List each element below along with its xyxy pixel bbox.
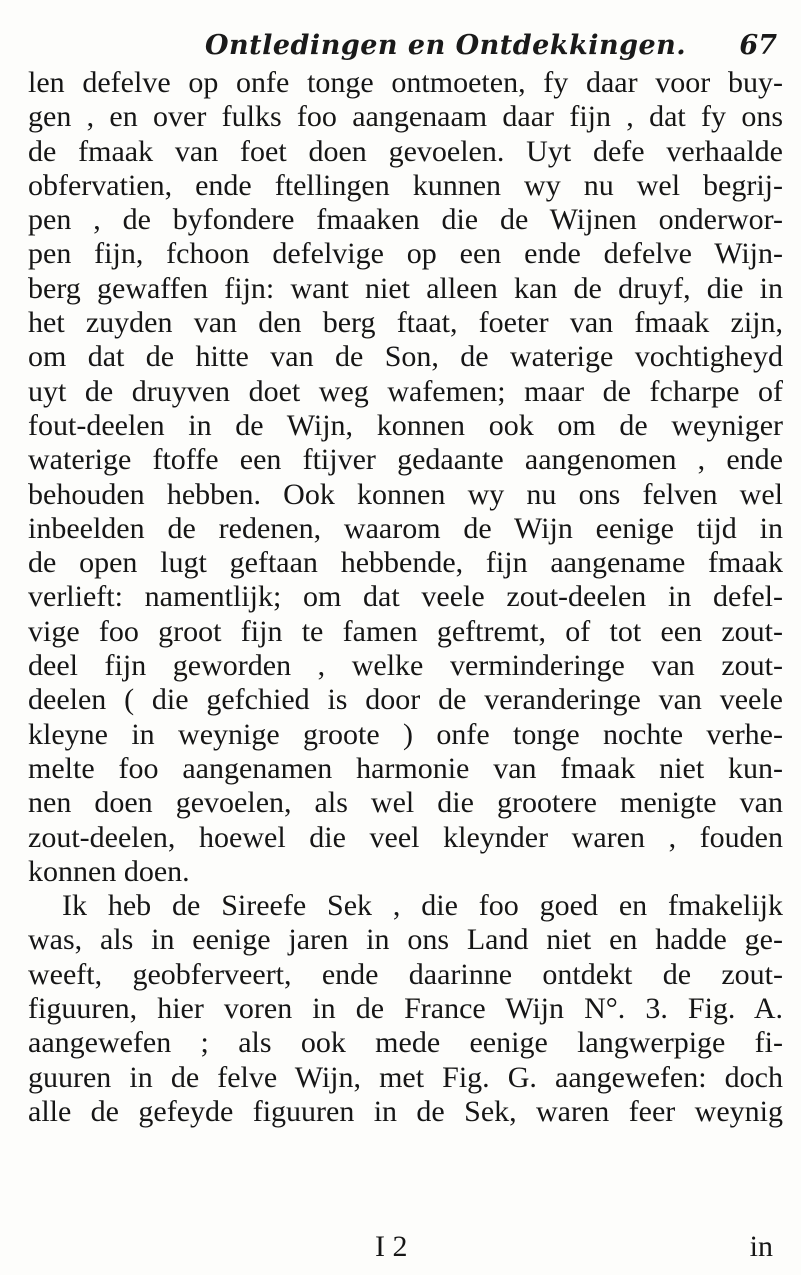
text-line: pen , de byfondere fmaaken die de Wijnen onderwor- [28,203,783,237]
text-line: om dat de hitte van de Son, de waterige vochtigheyd [28,340,783,374]
text-line: uyt de druyven doet weg wafemen; maar de fcharpe of [28,374,783,408]
page-number: 67 [739,30,777,61]
text-line: inbeelden de redenen, waarom de Wijn eenige tijd in [28,511,783,545]
text-line: gen , en over fulks foo aangenaam daar fijn , dat fy ons [28,100,783,134]
text-line: konnen doen. [28,854,190,888]
text-line: obfervatien, ende ftellingen kunnen wy nu wel begrij- [28,168,783,202]
text-line: aangewefen ; als ook mede eenige langwerpige fi- [28,1026,783,1060]
running-head [0,30,801,70]
catchword: in [749,1230,773,1263]
text-line: nen doen gevoelen, als wel die grootere menigte van [28,786,783,820]
running-title: Ontledingen en Ontdekkingen. [205,30,687,61]
text-line: de fmaak van foet doen gevoelen. Uyt defe verhaalde [28,134,783,168]
paragraph-first-line: Ik heb de Sireefe Sek , die foo goed en fmakelijk [62,889,783,923]
text-line: zout-deelen, hoewel die veel kleynder waren , fouden [28,820,783,854]
text-line: waterige ftoffe een ftijver gedaante aangenomen , ende [28,443,783,477]
text-line: de open lugt geftaan hebbende, fijn aangename fmaak [28,546,783,580]
text-line: deel fijn geworden , welke verminderinge van zout- [28,649,783,683]
footer-line [0,1230,801,1266]
text-line: pen fijn, fchoon defelvige op een ende defelve Wijn- [28,237,783,271]
text-line: kleyne in weynige groote ) onfe tonge nochte verhe- [28,717,783,751]
text-line: verlieft: namentlijk; om dat veele zout-deelen in defel- [28,580,783,614]
text-line: was, als in eenige jaren in ons Land niet en hadde ge- [28,923,783,957]
text-line: melte foo aangenamen harmonie van fmaak niet kun- [28,751,783,785]
text-line: deelen ( die gefchied is door de veranderinge van veele [28,683,783,717]
text-line: guuren in de felve Wijn, met Fig. G. aangewefen: doch [28,1060,783,1094]
text-line: len defelve op onfe tonge ontmoeten, fy daar voor buy- [28,66,783,99]
text-line: berg gewaffen fijn: want niet alleen kan de druyf, die in [28,271,783,305]
signature-mark: I 2 [375,1230,408,1263]
body-text [28,66,783,1129]
text-line: fout-deelen in de Wijn, konnen ook om de weyniger [28,408,783,442]
text-line: vige foo groot fijn te famen geftremt, of tot een zout- [28,614,783,648]
text-line: behouden hebben. Ook konnen wy nu ons felven wel [28,477,783,511]
text-line: weeft, geobferveert, ende daarinne ontdekt de zout- [28,957,783,991]
text-line: figuuren, hier voren in de France Wijn N°. 3. Fig. A. [28,992,783,1026]
text-line: het zuyden van den berg ftaat, foeter van fmaak zijn, [28,306,783,340]
text-line: alle de gefeyde figuuren in de Sek, waren feer weynig [28,1094,783,1128]
